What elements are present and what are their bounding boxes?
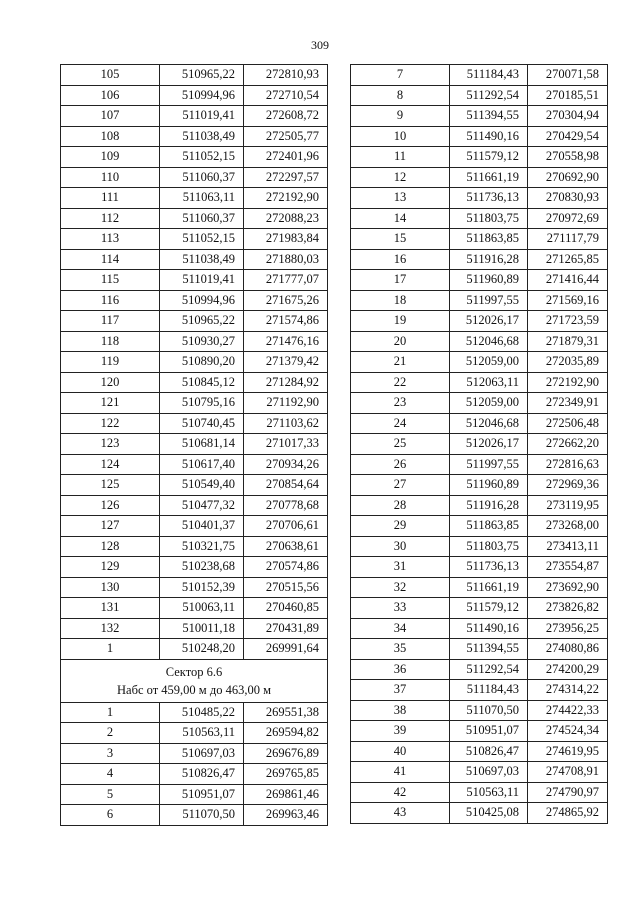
y-coordinate-cell: 273268,00 [528, 516, 608, 537]
point-number-cell: 15 [351, 229, 450, 250]
x-coordinate-cell: 510951,07 [160, 784, 244, 805]
x-coordinate-cell: 510951,07 [450, 721, 528, 742]
point-number-cell: 122 [61, 413, 160, 434]
table-row [351, 741, 608, 762]
y-coordinate-cell: 272505,77 [244, 126, 328, 147]
table-row [351, 126, 608, 147]
point-number-cell: 2 [61, 723, 160, 744]
table-row [61, 723, 328, 744]
y-coordinate-cell: 274422,33 [528, 700, 608, 721]
x-coordinate-cell: 511070,50 [160, 805, 244, 826]
y-coordinate-cell: 271777,07 [244, 270, 328, 291]
table-row [61, 65, 328, 86]
point-number-cell: 14 [351, 208, 450, 229]
y-coordinate-cell: 271879,31 [528, 331, 608, 352]
x-coordinate-cell: 511394,55 [450, 639, 528, 660]
point-number-cell: 43 [351, 803, 450, 824]
y-coordinate-cell: 271723,59 [528, 311, 608, 332]
table-row [351, 413, 608, 434]
table-row [351, 454, 608, 475]
x-coordinate-cell: 511038,49 [160, 126, 244, 147]
table-row [351, 700, 608, 721]
left-table-body-after [61, 702, 328, 825]
y-coordinate-cell: 274524,34 [528, 721, 608, 742]
y-coordinate-cell: 270071,58 [528, 65, 608, 86]
x-coordinate-cell: 510965,22 [160, 65, 244, 86]
x-coordinate-cell: 510563,11 [160, 723, 244, 744]
y-coordinate-cell: 272035,89 [528, 352, 608, 373]
point-number-cell: 41 [351, 762, 450, 783]
point-number-cell: 125 [61, 475, 160, 496]
x-coordinate-cell: 510321,75 [160, 536, 244, 557]
x-coordinate-cell: 510826,47 [450, 741, 528, 762]
table-row [61, 249, 328, 270]
x-coordinate-cell: 510930,27 [160, 331, 244, 352]
sector-title: Сектор 6.6 [165, 664, 223, 679]
y-coordinate-cell: 271103,62 [244, 413, 328, 434]
table-row [351, 516, 608, 537]
x-coordinate-cell: 510477,32 [160, 495, 244, 516]
y-coordinate-cell: 272662,20 [528, 434, 608, 455]
x-coordinate-cell: 511661,19 [450, 577, 528, 598]
point-number-cell: 128 [61, 536, 160, 557]
table-row [351, 434, 608, 455]
x-coordinate-cell: 511736,13 [450, 188, 528, 209]
y-coordinate-cell: 272088,23 [244, 208, 328, 229]
point-number-cell: 39 [351, 721, 450, 742]
table-row [61, 743, 328, 764]
x-coordinate-cell: 511490,16 [450, 126, 528, 147]
table-row [61, 764, 328, 785]
x-coordinate-cell: 511394,55 [450, 106, 528, 127]
y-coordinate-cell: 271416,44 [528, 270, 608, 291]
y-coordinate-cell: 271880,03 [244, 249, 328, 270]
point-number-cell: 35 [351, 639, 450, 660]
sector-subtitle: Набс от 459,00 м до 463,00 м [117, 682, 271, 697]
y-coordinate-cell: 273826,82 [528, 598, 608, 619]
table-row [351, 372, 608, 393]
y-coordinate-cell: 271983,84 [244, 229, 328, 250]
y-coordinate-cell: 274619,95 [528, 741, 608, 762]
sector-header-section [61, 659, 328, 702]
x-coordinate-cell: 512059,00 [450, 352, 528, 373]
table-row [61, 106, 328, 127]
point-number-cell: 24 [351, 413, 450, 434]
y-coordinate-cell: 271284,92 [244, 372, 328, 393]
point-number-cell: 1 [61, 702, 160, 723]
x-coordinate-cell: 511292,54 [450, 659, 528, 680]
table-row [351, 229, 608, 250]
table-row [61, 495, 328, 516]
x-coordinate-cell: 510485,22 [160, 702, 244, 723]
table-row [351, 475, 608, 496]
table-row [61, 188, 328, 209]
y-coordinate-cell: 270854,64 [244, 475, 328, 496]
table-row [61, 372, 328, 393]
x-coordinate-cell: 511060,37 [160, 167, 244, 188]
point-number-cell: 11 [351, 147, 450, 168]
point-number-cell: 10 [351, 126, 450, 147]
table-row [351, 762, 608, 783]
table-row [351, 680, 608, 701]
x-coordinate-cell: 511063,11 [160, 188, 244, 209]
y-coordinate-cell: 269676,89 [244, 743, 328, 764]
x-coordinate-cell: 511490,16 [450, 618, 528, 639]
point-number-cell: 107 [61, 106, 160, 127]
table-row [351, 495, 608, 516]
y-coordinate-cell: 269594,82 [244, 723, 328, 744]
x-coordinate-cell: 510063,11 [160, 598, 244, 619]
coordinates-table-right [350, 64, 608, 824]
table-row [61, 290, 328, 311]
point-number-cell: 127 [61, 516, 160, 537]
y-coordinate-cell: 272297,57 [244, 167, 328, 188]
y-coordinate-cell: 269991,64 [244, 639, 328, 660]
y-coordinate-cell: 271265,85 [528, 249, 608, 270]
y-coordinate-cell: 270460,85 [244, 598, 328, 619]
point-number-cell: 34 [351, 618, 450, 639]
point-number-cell: 132 [61, 618, 160, 639]
y-coordinate-cell: 271476,16 [244, 331, 328, 352]
table-row [61, 147, 328, 168]
y-coordinate-cell: 273692,90 [528, 577, 608, 598]
x-coordinate-cell: 511997,55 [450, 290, 528, 311]
y-coordinate-cell: 271675,26 [244, 290, 328, 311]
x-coordinate-cell: 512046,68 [450, 331, 528, 352]
left-table-body-before [61, 65, 328, 660]
page-number: 309 [311, 38, 329, 52]
x-coordinate-cell: 511052,15 [160, 147, 244, 168]
y-coordinate-cell: 271574,86 [244, 311, 328, 332]
table-row [61, 270, 328, 291]
table-row [351, 167, 608, 188]
point-number-cell: 126 [61, 495, 160, 516]
x-coordinate-cell: 512046,68 [450, 413, 528, 434]
table-row [61, 639, 328, 660]
point-number-cell: 119 [61, 352, 160, 373]
table-row [351, 331, 608, 352]
x-coordinate-cell: 510697,03 [160, 743, 244, 764]
table-row [351, 352, 608, 373]
table-row [61, 805, 328, 826]
point-number-cell: 7 [351, 65, 450, 86]
y-coordinate-cell: 269963,46 [244, 805, 328, 826]
y-coordinate-cell: 270185,51 [528, 85, 608, 106]
y-coordinate-cell: 271569,16 [528, 290, 608, 311]
x-coordinate-cell: 511960,89 [450, 270, 528, 291]
point-number-cell: 20 [351, 331, 450, 352]
point-number-cell: 9 [351, 106, 450, 127]
x-coordinate-cell: 511997,55 [450, 454, 528, 475]
x-coordinate-cell: 510994,96 [160, 290, 244, 311]
x-coordinate-cell: 511916,28 [450, 249, 528, 270]
y-coordinate-cell: 270692,90 [528, 167, 608, 188]
table-row [61, 454, 328, 475]
x-coordinate-cell: 511184,43 [450, 680, 528, 701]
y-coordinate-cell: 270558,98 [528, 147, 608, 168]
table-row [61, 557, 328, 578]
table-row [351, 577, 608, 598]
right-table-body [351, 65, 608, 824]
table-row [61, 702, 328, 723]
point-number-cell: 3 [61, 743, 160, 764]
y-coordinate-cell: 270830,93 [528, 188, 608, 209]
y-coordinate-cell: 274314,22 [528, 680, 608, 701]
point-number-cell: 114 [61, 249, 160, 270]
table-row [351, 249, 608, 270]
point-number-cell: 115 [61, 270, 160, 291]
table-row [61, 475, 328, 496]
point-number-cell: 17 [351, 270, 450, 291]
point-number-cell: 42 [351, 782, 450, 803]
y-coordinate-cell: 270515,56 [244, 577, 328, 598]
y-coordinate-cell: 270638,61 [244, 536, 328, 557]
y-coordinate-cell: 270972,69 [528, 208, 608, 229]
table-row [351, 106, 608, 127]
point-number-cell: 26 [351, 454, 450, 475]
table-row [61, 536, 328, 557]
table-row [351, 65, 608, 86]
point-number-cell: 130 [61, 577, 160, 598]
point-number-cell: 19 [351, 311, 450, 332]
table-row [351, 393, 608, 414]
y-coordinate-cell: 273554,87 [528, 557, 608, 578]
table-row [61, 311, 328, 332]
x-coordinate-cell: 511579,12 [450, 598, 528, 619]
y-coordinate-cell: 270706,61 [244, 516, 328, 537]
point-number-cell: 121 [61, 393, 160, 414]
x-coordinate-cell: 511070,50 [450, 700, 528, 721]
point-number-cell: 117 [61, 311, 160, 332]
x-coordinate-cell: 511960,89 [450, 475, 528, 496]
x-coordinate-cell: 510740,45 [160, 413, 244, 434]
table-row [351, 188, 608, 209]
table-row [351, 85, 608, 106]
point-number-cell: 113 [61, 229, 160, 250]
x-coordinate-cell: 510697,03 [450, 762, 528, 783]
point-number-cell: 120 [61, 372, 160, 393]
point-number-cell: 28 [351, 495, 450, 516]
x-coordinate-cell: 510617,40 [160, 454, 244, 475]
table-row [351, 639, 608, 660]
y-coordinate-cell: 272506,48 [528, 413, 608, 434]
table-row [61, 516, 328, 537]
y-coordinate-cell: 274790,97 [528, 782, 608, 803]
table-row [61, 618, 328, 639]
x-coordinate-cell: 511052,15 [160, 229, 244, 250]
point-number-cell: 4 [61, 764, 160, 785]
table-row [351, 618, 608, 639]
x-coordinate-cell: 511736,13 [450, 557, 528, 578]
point-number-cell: 37 [351, 680, 450, 701]
x-coordinate-cell: 510965,22 [160, 311, 244, 332]
y-coordinate-cell: 270778,68 [244, 495, 328, 516]
y-coordinate-cell: 272192,90 [244, 188, 328, 209]
y-coordinate-cell: 272816,63 [528, 454, 608, 475]
x-coordinate-cell: 511803,75 [450, 536, 528, 557]
table-row [61, 598, 328, 619]
y-coordinate-cell: 270429,54 [528, 126, 608, 147]
point-number-cell: 29 [351, 516, 450, 537]
point-number-cell: 118 [61, 331, 160, 352]
x-coordinate-cell: 512059,00 [450, 393, 528, 414]
table-row [351, 290, 608, 311]
table-row [61, 413, 328, 434]
point-number-cell: 110 [61, 167, 160, 188]
table-row [61, 208, 328, 229]
point-number-cell: 1 [61, 639, 160, 660]
table-row [61, 229, 328, 250]
point-number-cell: 38 [351, 700, 450, 721]
sector-header-cell [61, 659, 328, 702]
point-number-cell: 30 [351, 536, 450, 557]
y-coordinate-cell: 271017,33 [244, 434, 328, 455]
point-number-cell: 23 [351, 393, 450, 414]
point-number-cell: 40 [351, 741, 450, 762]
y-coordinate-cell: 271117,79 [528, 229, 608, 250]
table-row [351, 659, 608, 680]
table-row [351, 311, 608, 332]
x-coordinate-cell: 510238,68 [160, 557, 244, 578]
y-coordinate-cell: 273956,25 [528, 618, 608, 639]
point-number-cell: 21 [351, 352, 450, 373]
x-coordinate-cell: 511019,41 [160, 106, 244, 127]
point-number-cell: 18 [351, 290, 450, 311]
point-number-cell: 32 [351, 577, 450, 598]
x-coordinate-cell: 511916,28 [450, 495, 528, 516]
x-coordinate-cell: 512063,11 [450, 372, 528, 393]
x-coordinate-cell: 510845,12 [160, 372, 244, 393]
sector-header-row [61, 659, 328, 702]
y-coordinate-cell: 272349,91 [528, 393, 608, 414]
point-number-cell: 108 [61, 126, 160, 147]
x-coordinate-cell: 510425,08 [450, 803, 528, 824]
table-row [61, 167, 328, 188]
point-number-cell: 25 [351, 434, 450, 455]
y-coordinate-cell: 274200,29 [528, 659, 608, 680]
point-number-cell: 123 [61, 434, 160, 455]
table-row [61, 85, 328, 106]
point-number-cell: 6 [61, 805, 160, 826]
point-number-cell: 36 [351, 659, 450, 680]
x-coordinate-cell: 510795,16 [160, 393, 244, 414]
x-coordinate-cell: 511863,85 [450, 229, 528, 250]
table-row [351, 270, 608, 291]
table-row [351, 803, 608, 824]
x-coordinate-cell: 511803,75 [450, 208, 528, 229]
table-row [61, 434, 328, 455]
table-row [61, 331, 328, 352]
x-coordinate-cell: 512026,17 [450, 434, 528, 455]
y-coordinate-cell: 272710,54 [244, 85, 328, 106]
x-coordinate-cell: 511038,49 [160, 249, 244, 270]
table-row [351, 147, 608, 168]
y-coordinate-cell: 272969,36 [528, 475, 608, 496]
table-row [351, 557, 608, 578]
table-row [351, 782, 608, 803]
coordinates-table-left [60, 64, 328, 826]
table-row [61, 784, 328, 805]
table-row [61, 126, 328, 147]
point-number-cell: 106 [61, 85, 160, 106]
y-coordinate-cell: 273413,11 [528, 536, 608, 557]
y-coordinate-cell: 272401,96 [244, 147, 328, 168]
y-coordinate-cell: 274080,86 [528, 639, 608, 660]
x-coordinate-cell: 510152,39 [160, 577, 244, 598]
x-coordinate-cell: 511661,19 [450, 167, 528, 188]
x-coordinate-cell: 511060,37 [160, 208, 244, 229]
table-row [351, 598, 608, 619]
x-coordinate-cell: 510563,11 [450, 782, 528, 803]
y-coordinate-cell: 274708,91 [528, 762, 608, 783]
y-coordinate-cell: 271379,42 [244, 352, 328, 373]
point-number-cell: 5 [61, 784, 160, 805]
x-coordinate-cell: 510549,40 [160, 475, 244, 496]
y-coordinate-cell: 269861,46 [244, 784, 328, 805]
y-coordinate-cell: 269551,38 [244, 702, 328, 723]
x-coordinate-cell: 511579,12 [450, 147, 528, 168]
x-coordinate-cell: 511184,43 [450, 65, 528, 86]
x-coordinate-cell: 510248,20 [160, 639, 244, 660]
point-number-cell: 16 [351, 249, 450, 270]
point-number-cell: 27 [351, 475, 450, 496]
table-row [61, 577, 328, 598]
y-coordinate-cell: 270304,94 [528, 106, 608, 127]
x-coordinate-cell: 510890,20 [160, 352, 244, 373]
point-number-cell: 12 [351, 167, 450, 188]
point-number-cell: 111 [61, 188, 160, 209]
y-coordinate-cell: 273119,95 [528, 495, 608, 516]
table-row [351, 208, 608, 229]
table-row [61, 352, 328, 373]
x-coordinate-cell: 512026,17 [450, 311, 528, 332]
x-coordinate-cell: 510011,18 [160, 618, 244, 639]
x-coordinate-cell: 511292,54 [450, 85, 528, 106]
point-number-cell: 124 [61, 454, 160, 475]
point-number-cell: 129 [61, 557, 160, 578]
y-coordinate-cell: 270574,86 [244, 557, 328, 578]
x-coordinate-cell: 510681,14 [160, 434, 244, 455]
y-coordinate-cell: 270934,26 [244, 454, 328, 475]
x-coordinate-cell: 510401,37 [160, 516, 244, 537]
y-coordinate-cell: 274865,92 [528, 803, 608, 824]
x-coordinate-cell: 510994,96 [160, 85, 244, 106]
x-coordinate-cell: 511863,85 [450, 516, 528, 537]
table-row [351, 721, 608, 742]
point-number-cell: 112 [61, 208, 160, 229]
point-number-cell: 105 [61, 65, 160, 86]
point-number-cell: 33 [351, 598, 450, 619]
y-coordinate-cell: 272608,72 [244, 106, 328, 127]
point-number-cell: 31 [351, 557, 450, 578]
table-row [351, 536, 608, 557]
point-number-cell: 8 [351, 85, 450, 106]
point-number-cell: 22 [351, 372, 450, 393]
x-coordinate-cell: 511019,41 [160, 270, 244, 291]
y-coordinate-cell: 269765,85 [244, 764, 328, 785]
point-number-cell: 13 [351, 188, 450, 209]
y-coordinate-cell: 271192,90 [244, 393, 328, 414]
y-coordinate-cell: 272810,93 [244, 65, 328, 86]
x-coordinate-cell: 510826,47 [160, 764, 244, 785]
point-number-cell: 116 [61, 290, 160, 311]
table-row [61, 393, 328, 414]
y-coordinate-cell: 272192,90 [528, 372, 608, 393]
point-number-cell: 131 [61, 598, 160, 619]
y-coordinate-cell: 270431,89 [244, 618, 328, 639]
point-number-cell: 109 [61, 147, 160, 168]
